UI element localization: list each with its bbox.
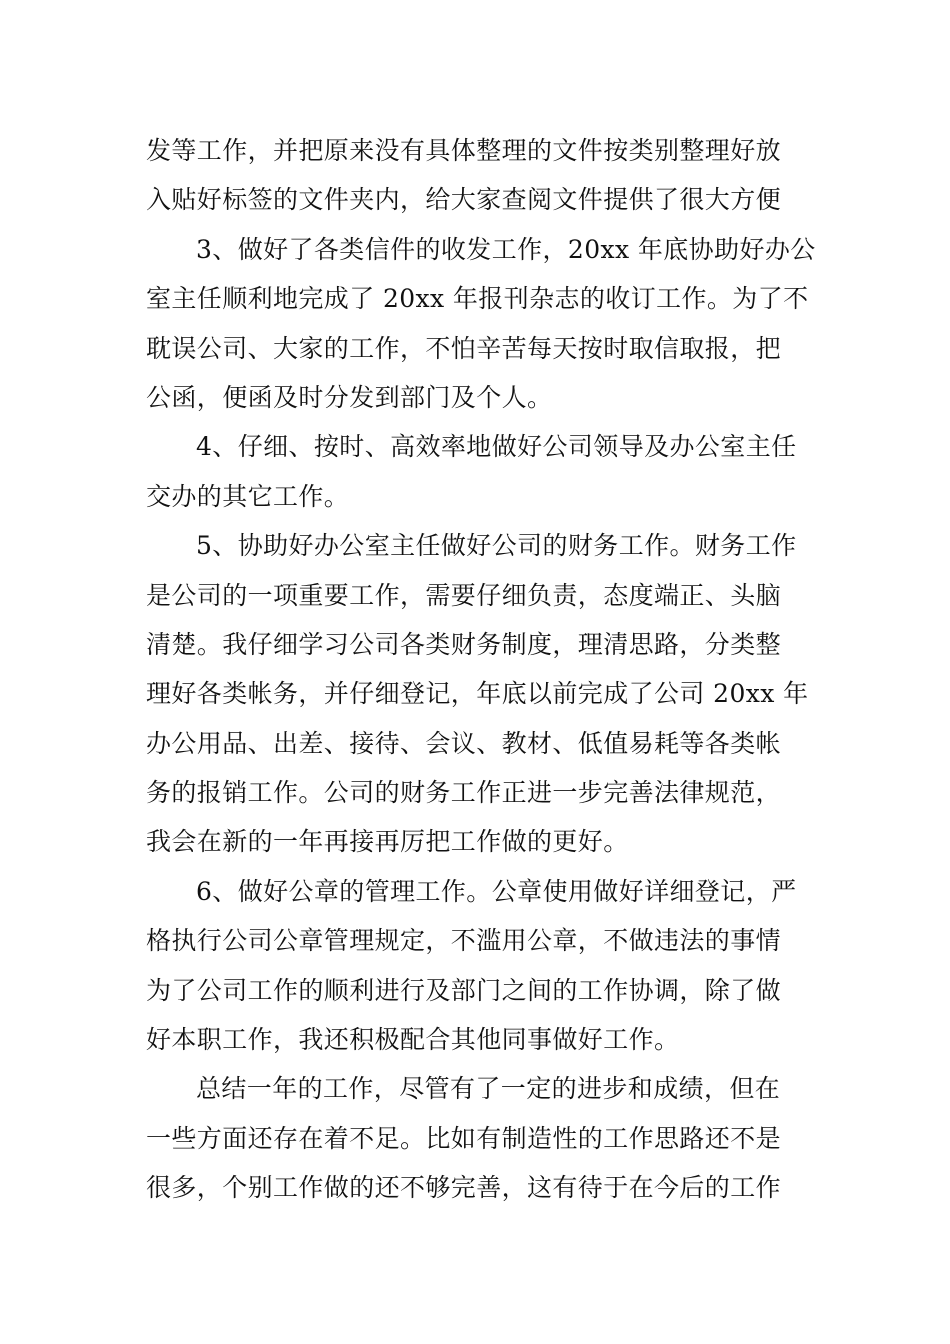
- text-line: 耽误公司、大家的工作，不怕辛苦每天按时取信取报，把: [146, 333, 782, 363]
- text-line: 办公用品、出差、接待、会议、教材、低值易耗等各类帐: [146, 728, 782, 758]
- document-body: [146, 126, 816, 1213]
- text-line: 5、协助好办公室主任做好公司的财务工作。财务工作: [196, 531, 797, 561]
- text-line: 一些方面还存在着不足。比如有制造性的工作思路还不是: [146, 1123, 782, 1153]
- text-line: 发等工作，并把原来没有具体整理的文件按类别整理好放: [146, 136, 782, 165]
- text-line: 室主任顺利地完成了 20xx 年报刊杂志的收订工作。为了不: [146, 284, 809, 314]
- text-line: 3、做好了各类信件的收发工作，20xx 年底协助好办公: [196, 234, 816, 264]
- text-line: 理好各类帐务，并仔细登记，年底以前完成了公司 20xx 年: [146, 679, 809, 709]
- text-line: 总结一年的工作，尽管有了一定的进步和成绩，但在: [196, 1074, 781, 1104]
- text-line: 清楚。我仔细学习公司各类财务制度，理清思路，分类整: [146, 629, 782, 659]
- text-line: 务的报销工作。公司的财务工作正进一步完善法律规范，: [146, 778, 782, 808]
- text-line: 是公司的一项重要工作，需要仔细负责，态度端正、头脑: [146, 580, 782, 610]
- text-line: 入贴好标签的文件夹内，给大家查阅文件提供了很大方便: [146, 185, 782, 215]
- text-line: 为了公司工作的顺利进行及部门之间的工作协调，除了做: [146, 975, 782, 1005]
- text-line: 4、仔细、按时、高效率地做好公司领导及办公室主任: [196, 432, 797, 462]
- text-line: 很多，个别工作做的还不够完善，这有待于在今后的工作: [146, 1173, 782, 1203]
- text-line: 好本职工作，我还积极配合其他同事做好工作。: [146, 1025, 680, 1055]
- text-line: 公函，便函及时分发到部门及个人。: [146, 382, 553, 412]
- text-line: 交办的其它工作。: [146, 481, 350, 511]
- text-line: 格执行公司公章管理规定，不滥用公章，不做违法的事情: [146, 926, 782, 956]
- text-line: 6、做好公章的管理工作。公章使用做好详细登记，严: [196, 876, 797, 906]
- text-line: 我会在新的一年再接再厉把工作做的更好。: [146, 827, 629, 857]
